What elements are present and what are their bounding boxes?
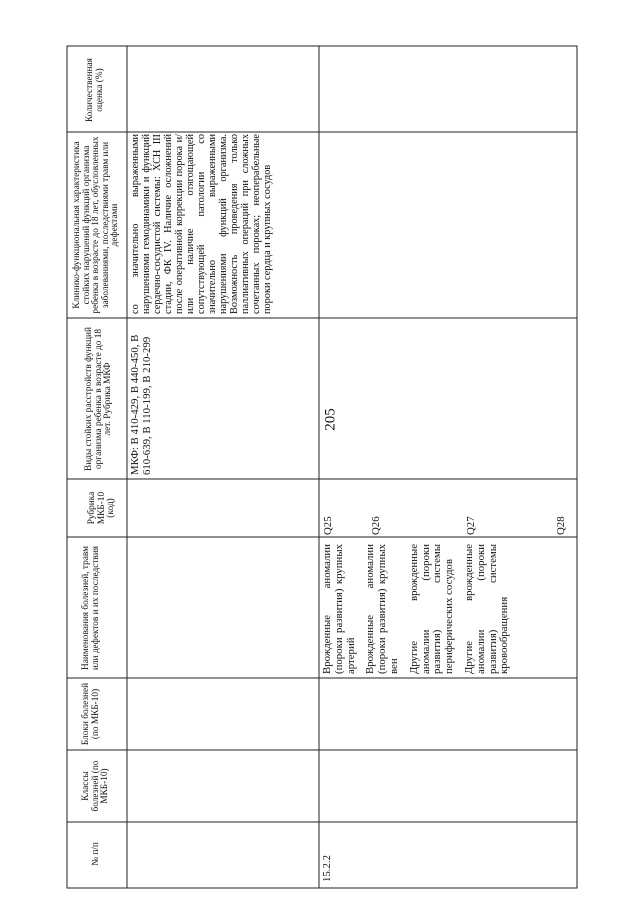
header-disease: Наименования болезней, травм или дефектов и их последствия bbox=[81, 545, 101, 671]
code-q28: Q28 bbox=[555, 516, 567, 535]
row1-characteristics: со значительно выраженными нарушениями гемодинамики и функций сердечно-сосудистой системы: ХСН III стадии, ФК IV. Наличие осложнений после оперативной коррекции порока и/или наличие отягощающей сопутствующей патологии со значительно выраженными нарушениями функций организма. Возможность проведения только паллиативных операций при сложных сочетанных пороках; неоперабельные пороки сердца и крупных сосудов bbox=[130, 134, 273, 314]
header-class: Классы болезней (по МКБ-10) bbox=[81, 760, 111, 812]
disease-name-q28: Другие врожденные аномалии (пороки развития) системы кровообращения bbox=[462, 544, 511, 674]
disease-name-q27: Другие врожденные аномалии (пороки развития) системы периферических сосудов bbox=[407, 544, 456, 674]
header-num: № п/п bbox=[91, 842, 101, 866]
header-block: Блоки болезней (по МКБ-10) bbox=[81, 682, 101, 746]
row1-types: МКФ: В 410-429, В 440-450, В 610-639, В 110-199, В 210-299 bbox=[129, 334, 153, 475]
code-q26: Q26 bbox=[370, 516, 382, 535]
code-q27: Q27 bbox=[465, 516, 477, 535]
header-characteristics: Клинико-функциональная характеристика стойких нарушений функций организма ребенка в возрасте до 18 лет, обусловленных заболеваниями, последствиями травм или дефектами bbox=[72, 136, 121, 314]
code-q25: Q25 bbox=[322, 516, 334, 535]
page-number: 205 bbox=[322, 408, 339, 431]
header-assessment: Количественная оценка (%) bbox=[85, 58, 105, 122]
header-types: Виды стойких расстройств функций организма ребенка в возрасте до 18 лет. Рубрика МКФ bbox=[84, 327, 114, 471]
disease-name-q26: Врожденные аномалии (пороки развития) крупных вен bbox=[364, 544, 400, 674]
header-code: Рубрика МКБ-10 (код) bbox=[87, 491, 117, 525]
disease-list bbox=[322, 544, 519, 674]
row2-num: 15.2.2 bbox=[321, 855, 333, 882]
disease-name-q25: Врожденные аномалии (пороки развития) крупных артерий bbox=[321, 544, 357, 674]
